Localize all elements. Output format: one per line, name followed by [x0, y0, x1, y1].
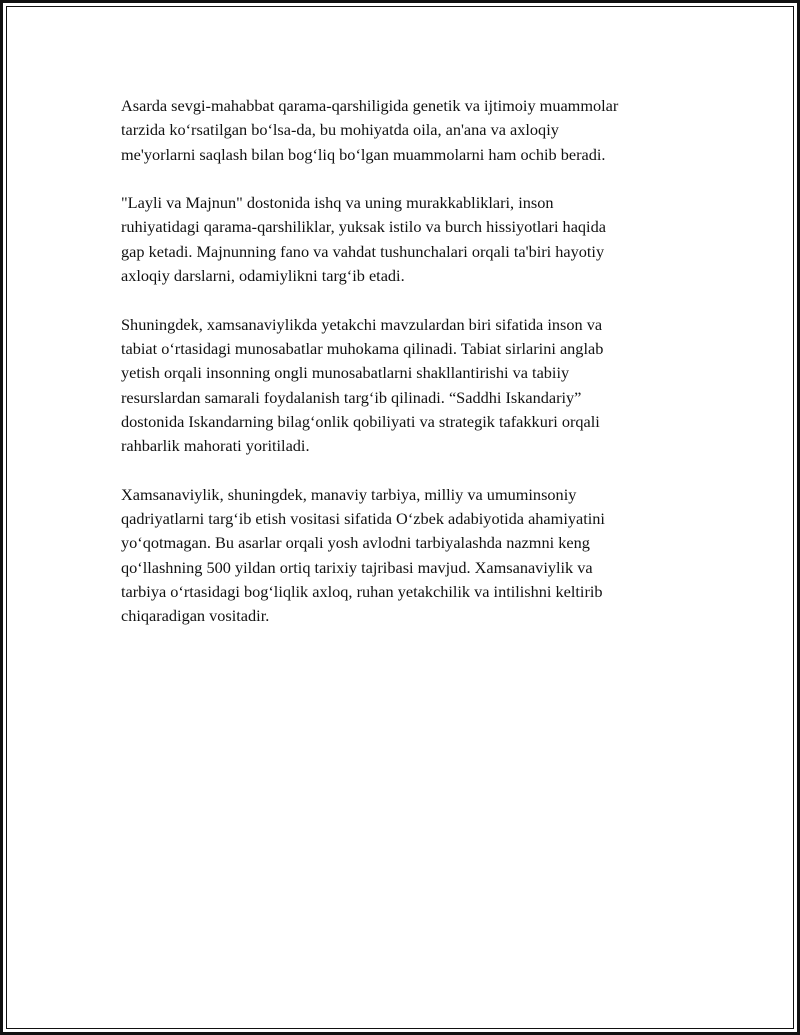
paragraph-2: [121, 191, 701, 288]
paragraph-line: yo‘qotmagan. Bu asarlar orqali yosh avlodni tarbiyalashda nazmni keng: [121, 533, 590, 553]
document-body: [121, 94, 701, 653]
paragraph-line: dostonida Iskandarning bilag‘onlik qobiliyati va strategik tafakkuri orqali: [121, 411, 600, 431]
paragraph-3: [121, 313, 701, 459]
paragraph-line: Xamsanaviylik, shuningdek, manaviy tarbiya, milliy va umuminsoniy: [121, 484, 577, 504]
paragraph-line: yetish orqali insonning ongli munosabatlarni shakllantirishi va tabiiy: [121, 363, 570, 383]
paragraph-1: [121, 94, 701, 167]
paragraph-line: tabiat o‘rtasidagi munosabatlar muhokama qilinadi. Tabiat sirlarini anglab: [121, 338, 604, 358]
paragraph-line: qadriyatlarni targ‘ib etish vositasi sifatida O‘zbek adabiyotida ahamiyatini: [121, 509, 605, 529]
paragraph-line: gap ketadi. Majnunning fano va vahdat tushunchalari orqali ta'biri hayotiy: [121, 241, 605, 261]
paragraph-line: "Layli va Majnun" dostonida ishq va uning murakkabliklari, inson: [121, 193, 554, 213]
paragraph-4: [121, 483, 701, 629]
paragraph-line: resurslardan samarali foydalanish targ‘ib qilinadi. “Saddhi Iskandariy”: [121, 387, 582, 407]
paragraph-line: Shuningdek, xamsanaviylikda yetakchi mavzulardan biri sifatida inson va: [121, 314, 603, 334]
paragraph-line: tarzida ko‘rsatilgan bo‘lsa-da, bu mohiyatda oila, an'ana va axloqiy: [121, 120, 559, 140]
paragraph-line: rahbarlik mahorati yoritiladi.: [121, 436, 310, 456]
paragraph-line: axloqiy darslarni, odamiylikni targ‘ib etadi.: [121, 266, 405, 286]
paragraph-line: tarbiya o‘rtasidagi bog‘liqlik axloq, ruhan yetakchilik va intilishni keltirib: [121, 581, 603, 601]
paragraph-line: chiqaradigan vositadir.: [121, 606, 270, 626]
paragraph-line: ruhiyatidagi qarama-qarshiliklar, yuksak istilo va burch hissiyotlari haqida: [121, 217, 606, 237]
paragraph-line: Asarda sevgi-mahabbat qarama-qarshiligida genetik va ijtimoiy muammolar: [121, 96, 619, 115]
paragraph-line: qo‘llashning 500 yildan ortiq tarixiy tajribasi mavjud. Xamsanaviylik va: [121, 557, 593, 577]
paragraph-line: me'yorlarni saqlash bilan bog‘liq bo‘lgan muammolarni ham ochib beradi.: [121, 144, 606, 164]
